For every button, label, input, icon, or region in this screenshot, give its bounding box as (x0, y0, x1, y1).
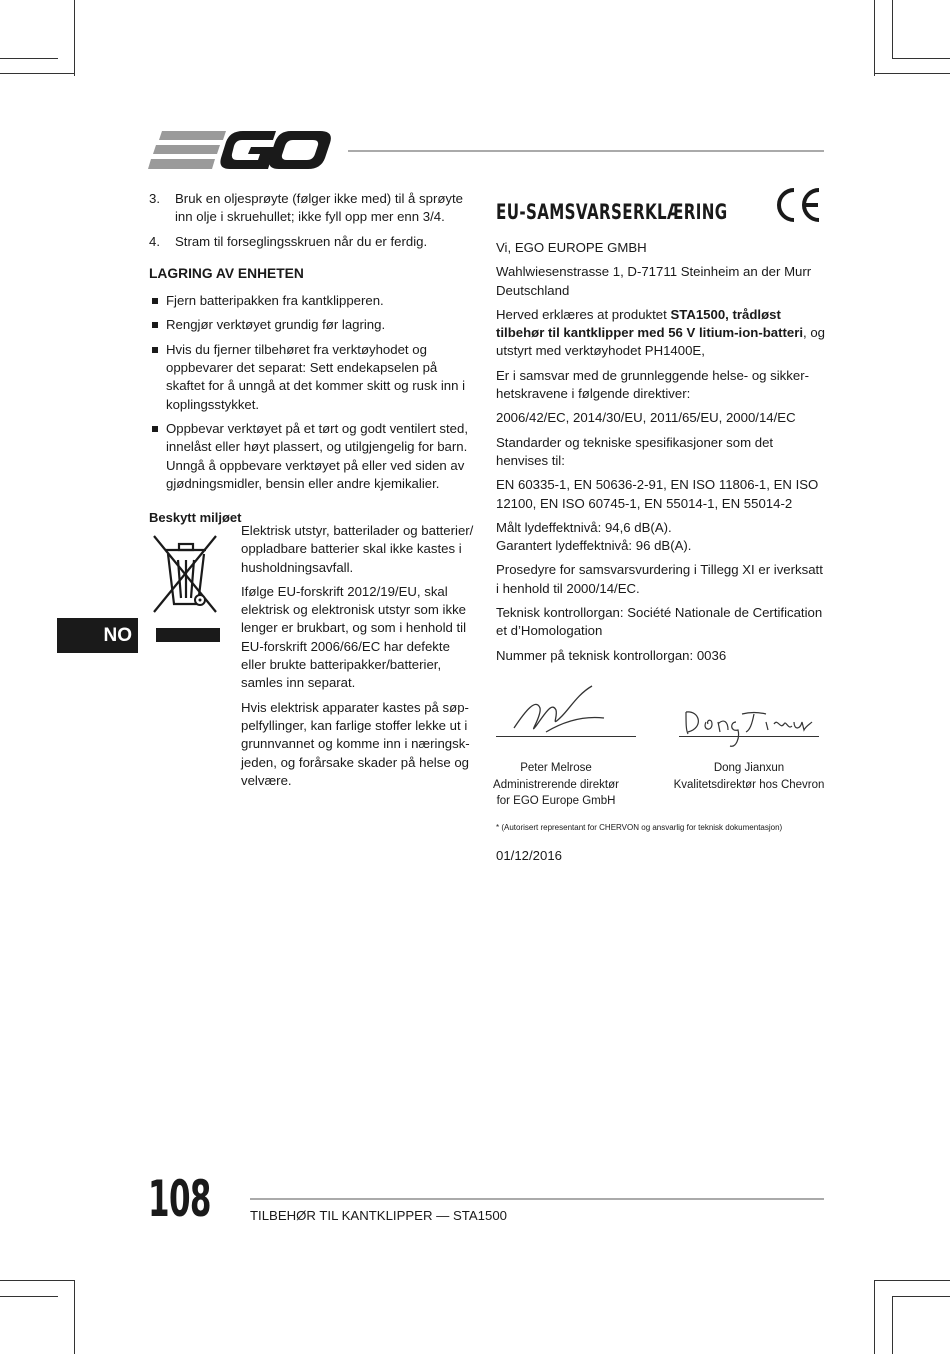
standards-intro: Standarder og tekniske spesifikasjoner som det henvises til: (496, 434, 774, 468)
declaration-title: EU-SAMSVARSERKLÆRING (496, 200, 728, 224)
directives-line: 2006/42/EC, 2014/30/EU, 2011/65/EU, 2000/14/EC (496, 410, 796, 426)
list-item: 4. Stram til forseglingsskruen når du er ferdig. (149, 233, 428, 249)
notified-body: Teknisk kontrollorgan: Société Nationale de Certification et d’Homologation (496, 605, 823, 639)
left-column (149, 190, 474, 533)
environment-paragraph: Hvis elektrisk apparater kastes på søp-pelfyllinger, kan farlige stoffer lekke ut i grunnvannet og komme inn i næringsk-jeden, og forårsake skader på helse og velvære. (241, 699, 470, 788)
signatory-dong: Dong Jianxun Kvalitetsdirektør hos Chevron (673, 762, 825, 791)
list-item: Rengjør verktøyet grundig før lagring. (149, 316, 474, 334)
procedure-line: Prosedyre for samsvarsvurdering i Tillegg XI er iverksatt i henhold til 2000/14/EC. (496, 562, 823, 596)
header-rule (348, 150, 824, 152)
compliance-line: Er i samsvar med de grunnleggende helse- og sikker-hetskravene i følgende direktiver: (496, 367, 809, 402)
signature-dong (680, 700, 820, 752)
company-line: Vi, EGO EUROPE GMBH (496, 240, 647, 255)
storage-bullets (149, 292, 474, 493)
steps-list (149, 190, 474, 251)
product-line: Herved erklæres at produktet STA1500, trådløst tilbehør til kantklipper med 56 V litium-ion-batteri, og utstyrt med verktøyhodet PH1400E, (496, 306, 826, 359)
environment-paragraph: Ifølge EU-forskrift 2012/19/EU, skal elektrisk og elektronisk utstyr som ikke lenger er brukbart, og som i henhold til EU-forskrift 2006/66/EC har defekte eller brukte batteripakker/batterier, samles inn separat. (241, 583, 467, 691)
footer-title: TILBEHØR TIL KANTKLIPPER — STA1500 (250, 1208, 508, 1223)
footer-rule (250, 1198, 824, 1200)
measured-noise: Målt lydeffektnivå: 94,6 dB(A). (496, 519, 672, 535)
signature-line (679, 736, 819, 737)
weee-bin-icon (150, 532, 222, 644)
footnote: * (Autorisert representant for CHERVON og ansvarlig for teknisk dokumentasjon) (496, 823, 783, 832)
list-item: Fjern batteripakken fra kantklipperen. (149, 292, 474, 310)
environment-heading: Beskytt miljøet (149, 510, 242, 526)
ego-logo (148, 128, 333, 173)
environment-text (241, 522, 475, 796)
environment-paragraph: Elektrisk utstyr, batterilader og batterier/ oppladbare batterier skal ikke kastes i husholdningsavfall. (241, 523, 474, 575)
language-tab: NO (57, 618, 138, 653)
declaration-body (496, 239, 828, 671)
storage-heading: LAGRING AV ENHETEN (149, 265, 304, 281)
list-item: 3. Bruk en oljesprøyte (følger ikke med) til å sprøyte inn olje i skruehullet; ikke fyll opp mer enn 3/4. (149, 191, 464, 225)
list-item: Hvis du fjerner tilbehøret fra verktøyhodet og oppbevarer det separat: Sett endekapselen på skaftet for å unngå at det kommer skitt og rusk inn i koplingsstykket. (149, 341, 474, 414)
ce-mark-icon (772, 186, 824, 224)
guaranteed-noise: Garantert lydeffektnivå: 96 dB(A). (496, 538, 692, 554)
address-line: Wahlwiesenstrasse 1, D-71711 Steinheim an der Murr Deutschland (496, 264, 812, 298)
signature-line (496, 736, 636, 737)
signature-melrose (506, 680, 626, 740)
page-number: 108 (148, 1170, 211, 1228)
declaration-date: 01/12/2016 (496, 848, 563, 863)
notified-body-number: Nummer på teknisk kontrollorgan: 0036 (496, 647, 727, 663)
list-item: Oppbevar verktøyet på et tørt og godt ventilert sted, innelåst eller høyt plassert, og utilgjengelig for barn. Unngå å oppbevare verktøyet på eller ved siden av gjødningsmidler, bensin eller andre kjemikalier. (149, 420, 474, 493)
signatory-melrose: Peter Melrose Administrerende direktør for EGO Europe GmbH (493, 762, 619, 807)
standards-line: EN 60335-1, EN 50636-2-91, EN ISO 11806-1, EN ISO 12100, EN ISO 60745-1, EN 55014-1, EN 55014-2 (496, 477, 819, 511)
